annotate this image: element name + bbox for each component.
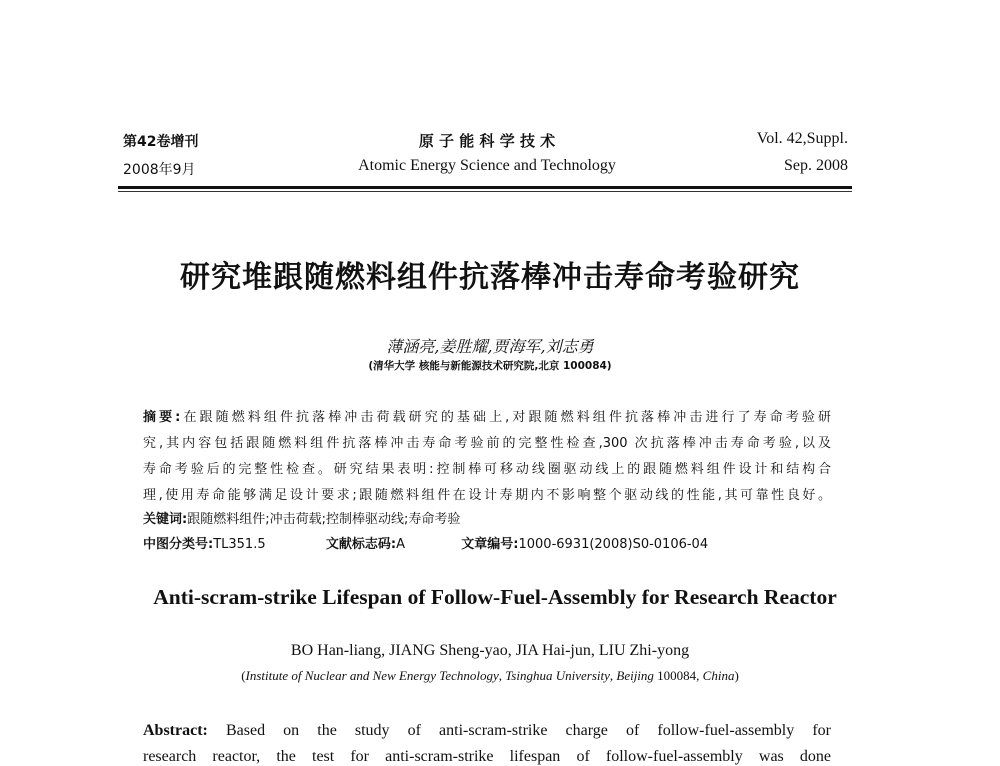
affiliation-cn: (清华大学 核能与新能源技术研究院,北京 100084) (368, 360, 612, 372)
university: Tsinghua University (505, 668, 610, 683)
doc-code-value: A (396, 537, 405, 552)
journal-title-cn: 原 子 能 科 学 技 术 (418, 132, 556, 150)
paper-title-en: Anti-scram-strike Lifespan of Follow-Fuel-Assembly for Research Reactor (153, 585, 837, 609)
abstract-cn-text: 在跟随燃料组件抗落棒冲击荷载研究的基础上,对跟随燃料组件抗落棒冲击进行了寿命考验研 (180, 410, 831, 425)
volume-en: Vol. 42,Suppl. (756, 130, 848, 147)
abstract-en-text: Based on the study of anti-scram-strike charge of follow-fuel-assembly for (225, 722, 831, 739)
affiliation-en: (Institute of Nuclear and New Energy Technology, Tsinghua University, Beijing 100084, China) (241, 668, 739, 683)
date-cn: 2008年9月 (123, 162, 196, 178)
city: Beijing (616, 668, 654, 683)
classification-line (143, 533, 831, 552)
volume-cn: 第42卷增刊 (123, 134, 199, 150)
header-rule-thin (118, 191, 852, 192)
date-en: Sep. 2008 (784, 157, 848, 174)
abstract-en-line: research reactor, the test for anti-scram-strike lifespan of follow-fuel-assembly was done (143, 748, 831, 765)
article-number-value: 1000-6931(2008)S0-0106-04 (518, 537, 709, 552)
abstract-cn-line (143, 406, 831, 425)
clc-value: TL351.5 (213, 537, 266, 552)
country: China (702, 668, 735, 683)
authors-cn: 薄涵亮,姜胜耀,贾海军,刘志勇 (386, 337, 594, 356)
keywords-cn (143, 508, 831, 527)
authors-en: BO Han-liang, JIANG Sheng-yao, JIA Hai-jun, LIU Zhi-yong (290, 642, 690, 659)
abstract-cn-line: 寿命考验后的完整性检查。研究结果表明:控制棒可移动线圈驱动线上的跟随燃料组件设计和结构合 (143, 462, 831, 477)
postcode: 100084 (657, 668, 697, 683)
clc-label: 中图分类号: (143, 537, 214, 552)
header-rule (118, 186, 852, 189)
abstract-cn-line: 理,使用寿命能够满足设计要求;跟随燃料组件在设计寿期内不影响整个驱动线的性能,其可靠性良好。 (143, 488, 831, 503)
keywords-value: 跟随燃料组件;冲击荷载;控制棒驱动线;寿命考验 (187, 512, 461, 527)
abstract-en-line (143, 722, 831, 740)
doc-code-label: 文献标志码: (325, 537, 397, 552)
keywords-label: 关键词: (143, 512, 188, 527)
article-number-label: 文章编号: (461, 537, 519, 552)
institute: Institute of Nuclear and New Energy Technology (245, 668, 499, 683)
abstract-cn-line: 究,其内容包括跟随燃料组件抗落棒冲击寿命考验前的完整性检查,300 次抗落棒冲击寿命考验,以及 (143, 436, 831, 451)
paper-title-cn: 研究堆跟随燃料组件抗落棒冲击寿命考验研究 (180, 260, 800, 295)
journal-title-en: Atomic Energy Science and Technology (358, 157, 616, 174)
abstract-en-label: Abstract: (143, 722, 208, 739)
abstract-cn-label: 摘要: (143, 410, 181, 425)
